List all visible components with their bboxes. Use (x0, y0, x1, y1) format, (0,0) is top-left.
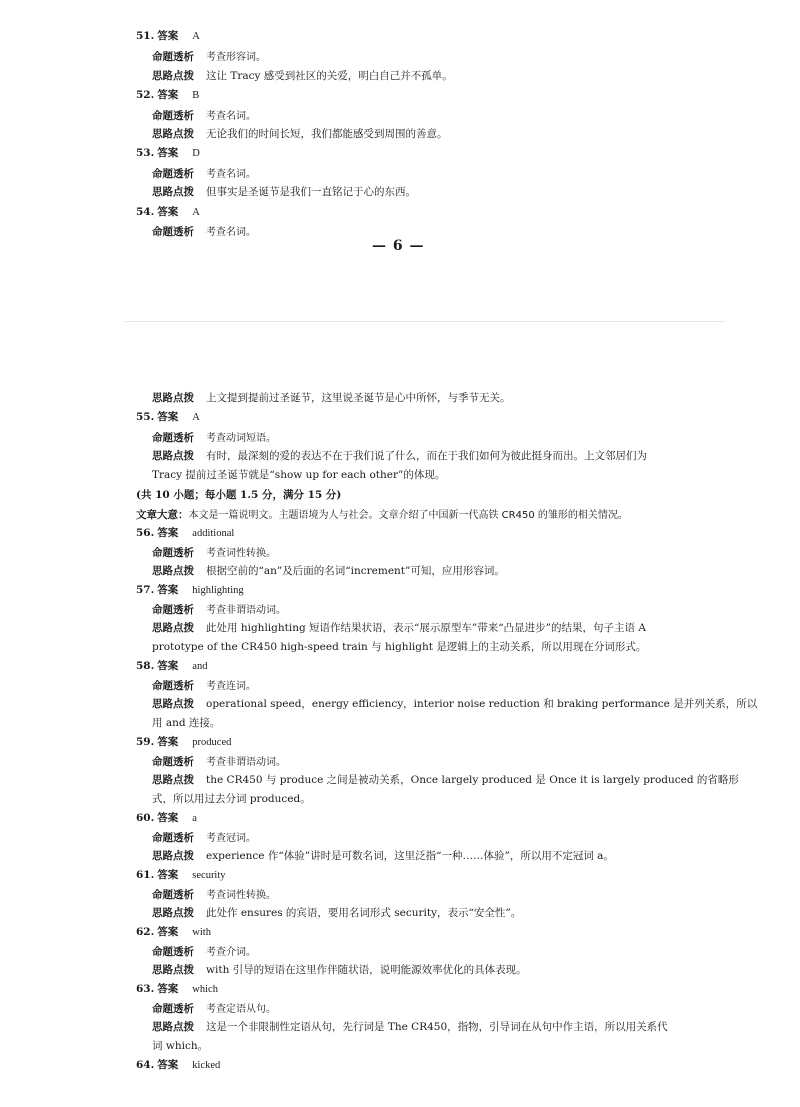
analysis-text: 考查动词短语。 (206, 433, 276, 444)
analysis-label: 命题透析 (152, 756, 194, 768)
idea-text-continued: 式，所以用过去分词 produced。 (152, 793, 311, 805)
analysis-text: 考查名词。 (206, 111, 256, 122)
analysis-row (152, 1000, 276, 1016)
analysis-text: 考查介词。 (206, 947, 256, 958)
idea-text: 此处作 ensures 的宾语，要用名词形式 security，表示“安全性”。 (206, 907, 522, 919)
analysis-label: 命题透析 (152, 547, 194, 559)
section-header: (共 10 小题；每小题 1.5 分，满分 15 分) (136, 489, 342, 501)
page-number: — 6 — (372, 238, 425, 254)
analysis-row (152, 165, 256, 181)
analysis-text: 考查名词。 (206, 227, 256, 238)
question-59 (136, 734, 231, 749)
article-summary-label: 文章大意： (136, 509, 189, 521)
question-number: 52. (136, 89, 155, 101)
idea-label: 思路点拨 (152, 907, 194, 919)
idea-text: 这是一个非限制性定语从句，先行词是 The CR450，指物，引导词在从句中作主语，所以用关系代 (206, 1021, 668, 1033)
answer-label: 答案 (157, 584, 179, 596)
analysis-row (152, 753, 286, 769)
analysis-label: 命题透析 (152, 680, 194, 692)
answer-label: 答案 (157, 660, 179, 672)
answer-value: a (192, 813, 197, 824)
analysis-text: 考查非谓语动词。 (206, 757, 286, 768)
analysis-label: 命题透析 (152, 832, 194, 844)
question-55 (136, 409, 200, 424)
analysis-row (152, 677, 256, 693)
idea-row (152, 184, 416, 199)
answer-value: produced (192, 737, 232, 748)
idea-text: operational speed，energy efficiency，interior noise reduction 和 braking performance 是并列关系，所以 (206, 698, 758, 710)
article-summary (136, 506, 628, 522)
idea-row (152, 772, 739, 787)
analysis-label: 命题透析 (152, 226, 194, 238)
page-divider (125, 321, 725, 322)
idea-row (152, 68, 453, 83)
question-57 (136, 582, 244, 597)
idea-label: 思路点拨 (152, 186, 194, 198)
question-58 (136, 658, 207, 673)
analysis-text: 考查定语从句。 (206, 1004, 276, 1015)
answer-value: which (192, 984, 218, 995)
answer-label: 答案 (157, 983, 179, 995)
idea-text: 有时，最深刻的爱的表达不在于我们说了什么，而在于我们如何为彼此挺身而出。上文邻居们为 (206, 450, 647, 462)
answer-label: 答案 (157, 206, 179, 218)
question-number: 59. (136, 736, 155, 748)
question-number: 53. (136, 147, 155, 159)
idea-row (152, 620, 646, 635)
question-60 (136, 810, 197, 825)
analysis-label: 命题透析 (152, 51, 194, 63)
idea-row (152, 962, 527, 977)
question-63 (136, 981, 218, 996)
analysis-label: 命题透析 (152, 168, 194, 180)
analysis-label: 命题透析 (152, 1003, 194, 1015)
question-62 (136, 924, 211, 939)
answer-value: A (192, 412, 200, 423)
question-54 (136, 204, 200, 219)
idea-text: the CR450 与 produce 之间是被动关系，Once largely produced 是 Once it is largely produced 的省略形 (206, 774, 739, 786)
analysis-row (152, 429, 276, 445)
answer-label: 答案 (157, 926, 179, 938)
answer-value: security (192, 870, 226, 881)
analysis-row (152, 829, 256, 845)
idea-label: 思路点拨 (152, 128, 194, 140)
analysis-row (152, 943, 256, 959)
idea-row (152, 696, 757, 711)
idea-text: 根据空前的“an”及后面的名词“increment”可知，应用形容词。 (206, 565, 505, 577)
analysis-text: 考查词性转换。 (206, 548, 276, 559)
question-number: 51. (136, 30, 155, 42)
idea-row (152, 848, 614, 863)
answer-value: B (192, 90, 200, 101)
question-number: 61. (136, 869, 155, 881)
idea-label: 思路点拨 (152, 565, 194, 577)
analysis-label: 命题透析 (152, 110, 194, 122)
answer-value: and (192, 661, 208, 672)
answer-label: 答案 (157, 411, 179, 423)
question-number: 63. (136, 983, 155, 995)
analysis-text: 考查名词。 (206, 169, 256, 180)
answer-value: A (192, 207, 200, 218)
answer-label: 答案 (157, 89, 179, 101)
analysis-label: 命题透析 (152, 889, 194, 901)
question-53 (136, 145, 200, 160)
question-number: 62. (136, 926, 155, 938)
analysis-row (152, 886, 276, 902)
idea-label: 思路点拨 (152, 622, 194, 634)
answer-label: 答案 (157, 812, 179, 824)
idea-label: 思路点拨 (152, 1021, 194, 1033)
analysis-text: 考查连词。 (206, 681, 256, 692)
answer-label: 答案 (157, 736, 179, 748)
idea-text: experience 作“体验”讲时是可数名词，这里泛指“一种……体验”，所以用不定冠词 a。 (206, 850, 614, 862)
analysis-text: 考查词性转换。 (206, 890, 276, 901)
idea-text-continued: 词 which。 (152, 1040, 209, 1052)
question-number: 64. (136, 1059, 155, 1071)
analysis-row (152, 223, 256, 239)
idea-row (152, 390, 511, 405)
idea-label: 思路点拨 (152, 964, 194, 976)
idea-label: 思路点拨 (152, 774, 194, 786)
idea-label: 思路点拨 (152, 450, 194, 462)
idea-text: 无论我们的时间长短，我们都能感受到周围的善意。 (206, 128, 448, 140)
idea-text-continued: 用 and 连接。 (152, 717, 221, 729)
idea-row (152, 448, 647, 463)
answer-label: 答案 (157, 30, 179, 42)
idea-row (152, 563, 505, 578)
idea-text: 但事实是圣诞节是我们一直铭记于心的东西。 (206, 186, 416, 198)
question-56 (136, 525, 234, 540)
idea-label: 思路点拨 (152, 698, 194, 710)
question-64 (136, 1057, 220, 1072)
idea-label: 思路点拨 (152, 392, 194, 404)
idea-label: 思路点拨 (152, 70, 194, 82)
analysis-text: 考查冠词。 (206, 833, 256, 844)
question-number: 54. (136, 206, 155, 218)
answer-label: 答案 (157, 147, 179, 159)
analysis-row (152, 601, 286, 617)
answer-value: highlighting (192, 585, 244, 596)
idea-row (152, 905, 521, 920)
idea-text: 此处用 highlighting 短语作结果状语，表示“展示原型车”带来“凸显进步”的结果，句子主语 A (206, 622, 646, 634)
answer-label: 答案 (157, 869, 179, 881)
idea-text: 这让 Tracy 感受到社区的关爱，明白自己并不孤单。 (206, 70, 453, 82)
answer-label: 答案 (157, 1059, 179, 1071)
answer-value: A (192, 31, 200, 42)
idea-text-continued: Tracy 提前过圣诞节就是“show up for each other”的体现。 (152, 469, 446, 481)
analysis-label: 命题透析 (152, 432, 194, 444)
analysis-row (152, 48, 266, 64)
question-number: 55. (136, 411, 155, 423)
analysis-row (152, 544, 276, 560)
answer-value: additional (192, 528, 235, 539)
analysis-text: 考查非谓语动词。 (206, 605, 286, 616)
idea-row (152, 1019, 668, 1034)
question-number: 58. (136, 660, 155, 672)
question-number: 56. (136, 527, 155, 539)
idea-text-continued: prototype of the CR450 high-speed train 与 highlight 是逻辑上的主动关系，所以用现在分词形式。 (152, 641, 647, 653)
question-number: 57. (136, 584, 155, 596)
idea-text: with 引导的短语在这里作伴随状语，说明能源效率优化的具体表现。 (206, 964, 527, 976)
idea-label: 思路点拨 (152, 850, 194, 862)
answer-label: 答案 (157, 527, 179, 539)
answer-value: with (192, 927, 211, 938)
analysis-label: 命题透析 (152, 946, 194, 958)
idea-row (152, 126, 448, 141)
analysis-row (152, 107, 256, 123)
answer-value: kicked (192, 1060, 221, 1071)
question-51 (136, 28, 200, 43)
article-summary-text: 本文是一篇说明文。主题语境为人与社会。文章介绍了中国新一代高铁 CR450 的雏形的相关情况。 (188, 510, 628, 521)
analysis-label: 命题透析 (152, 604, 194, 616)
question-52 (136, 87, 199, 102)
answer-value: D (192, 148, 200, 159)
question-number: 60. (136, 812, 155, 824)
question-61 (136, 867, 226, 882)
idea-text: 上文提到提前过圣诞节，这里说圣诞节是心中所怀，与季节无关。 (206, 392, 511, 404)
analysis-text: 考查形容词。 (206, 52, 266, 63)
